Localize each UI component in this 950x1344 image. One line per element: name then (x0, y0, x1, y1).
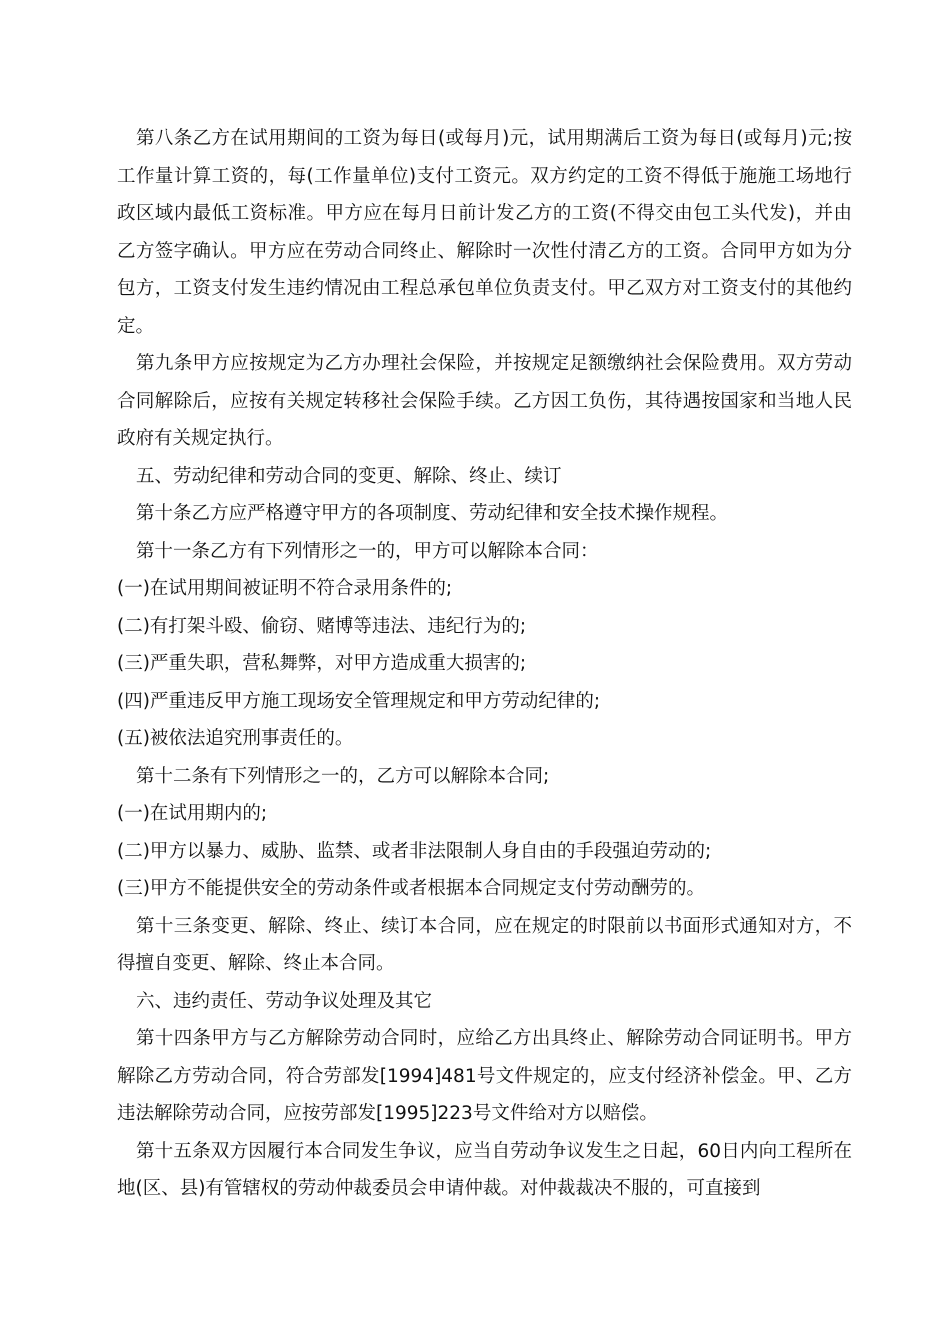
article-13-notice: 第十三条变更、解除、终止、续订本合同，应在规定的时限前以书面形式通知对方，不得擅自变更、解除、终止本合同。 (117, 915, 852, 974)
list-item: (三)甲方不能提供安全的劳动条件或者根据本合同规定支付劳动酬劳的。 (117, 878, 705, 899)
article-9-social-insurance: 第九条甲方应按规定为乙方办理社会保险，并按规定足额缴纳社会保险费用。双方劳动合同解除后，应按有关规定转移社会保险手续。乙方因工负伤，其待遇按国家和当地人民政府有关规定执行。 (117, 353, 852, 449)
list-item: (一)在试用期内的; (117, 803, 268, 824)
list-item: (五)被依法追究刑事责任的。 (117, 728, 354, 749)
list-item: (一)在试用期间被证明不符合录用条件的; (117, 578, 453, 599)
document-page (117, 120, 852, 1208)
section-heading-6: 六、违约责任、劳动争议处理及其它 (136, 990, 433, 1012)
article-11-employer-termination: 第十一条乙方有下列情形之一的，甲方可以解除本合同： (136, 540, 599, 562)
article-10-discipline: 第十条乙方应严格遵守甲方的各项制度、劳动纪律和安全技术操作规程。 (136, 503, 729, 524)
list-item: (二)有打架斗殴、偷窃、赌博等违法、违纪行为的; (117, 615, 527, 637)
article-14-compensation: 第十四条甲方与乙方解除劳动合同时，应给乙方出具终止、解除劳动合同证明书。甲方解除乙方劳动合同，符合劳部发[1994]481号文件规定的，应支付经济补偿金。甲、乙方违法解除劳动合同，应按劳部发[1995]223号文件给对方以赔偿。 (117, 1028, 852, 1124)
article-8-wages: 第八条乙方在试用期间的工资为每日(或每月)元，试用期满后工资为每日(或每月)元;按工作量计算工资的，每(工作量单位)支付工资元。双方约定的工资不得低于施施工场地行政区域内最低工资标准。甲方应在每月日前计发乙方的工资(不得交由包工头代发)，并由乙方签字确认。甲方应在劳动合同终止、解除时一次性付清乙方的工资。合同甲方如为分包方，工资支付发生违约情况由工程总承包单位负责支付。甲乙双方对工资支付的其他约定。 (117, 128, 852, 337)
article-12-employee-termination: 第十二条有下列情形之一的，乙方可以解除本合同; (136, 765, 550, 787)
list-item: (四)严重违反甲方施工现场安全管理规定和甲方劳动纪律的; (117, 690, 601, 712)
article-15-disputes: 第十五条双方因履行本合同发生争议，应当自劳动争议发生之日起，60日内向工程所在地(区、县)有管辖权的劳动仲裁委员会申请仲裁。对仲裁裁决不服的，可直接到 (117, 1140, 852, 1199)
list-item: (二)甲方以暴力、威胁、监禁、或者非法限制人身自由的手段强迫劳动的; (117, 840, 712, 862)
list-item: (三)严重失职，营私舞弊，对甲方造成重大损害的; (117, 653, 527, 674)
section-heading-5: 五、劳动纪律和劳动合同的变更、解除、终止、续订 (136, 465, 562, 487)
